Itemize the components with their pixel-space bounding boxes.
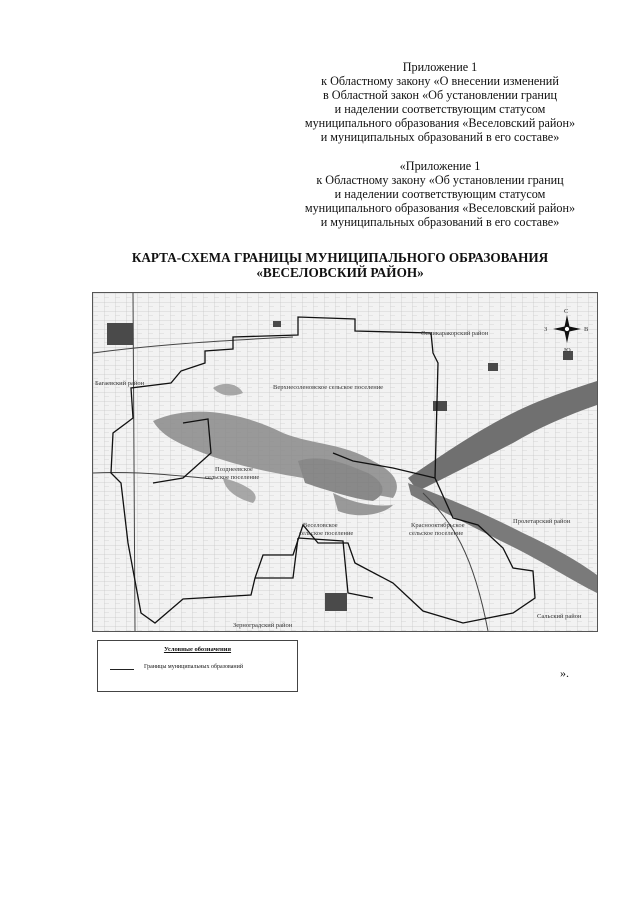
compass-east: В: [584, 326, 589, 333]
label-pozdneevskoe-2: сельское поселение: [205, 474, 260, 481]
appendix-1-line-2: в Областной закон «Об установлении границ: [322, 88, 557, 102]
appendix-1-block: [270, 60, 610, 144]
appendix-2-line-4: и муниципальных образований в его составе»: [320, 215, 560, 229]
label-veselovskoe-1: Веселовское: [303, 522, 338, 529]
label-zernogradsky: Зерноградский район: [233, 622, 293, 629]
map-legend: [97, 640, 298, 692]
label-krasnooktyabrskoe-2: сельское поселение: [409, 530, 464, 537]
map-title-line-1: КАРТА-СХЕМА ГРАНИЦЫ МУНИЦИПАЛЬНОГО ОБРАЗОВАНИЯ: [131, 250, 549, 265]
compass-south: Ю: [564, 347, 571, 354]
label-krasnooktyabrskoe-1: Краснооктябрьское: [411, 522, 465, 529]
label-salsky: Сальский район: [537, 613, 582, 620]
label-verkhnesolenovskoe: Верхнесоленовское сельское поселение: [273, 384, 384, 391]
appendix-1-line-1: к Областному закону «О внесении изменений: [321, 74, 559, 88]
map-title-line-2: «ВЕСЕЛОВСКИЙ РАЙОН»: [256, 265, 424, 280]
label-bagaevsky: Багаевский район: [95, 380, 145, 387]
map-title: [40, 250, 640, 280]
appendix-1-heading: Приложение 1: [402, 60, 478, 74]
boundary-line-icon: [110, 669, 134, 670]
appendix-2-heading: «Приложение 1: [399, 159, 481, 173]
appendix-2-line-1: к Областному закону «Об установлении границ: [316, 173, 564, 187]
district-map: [92, 292, 598, 632]
label-veselovskoe-2: сельское поселение: [299, 530, 354, 537]
compass-west: З: [544, 326, 548, 333]
compass-north: С: [564, 308, 569, 315]
closing-quote: ».: [560, 666, 569, 680]
appendix-2-line-3: муниципального образования «Веселовский район»: [304, 201, 576, 215]
legend-title: Условные обозначения: [163, 646, 232, 653]
appendix-1-line-3: и наделении соответствующим статусом: [334, 102, 546, 116]
label-proletarsky: Пролетарский район: [513, 518, 571, 525]
appendix-2-line-2: и наделении соответствующим статусом: [334, 187, 546, 201]
appendix-2-block: [270, 159, 610, 229]
appendix-1-line-4: муниципального образования «Веселовский район»: [304, 116, 576, 130]
label-semikarakorsky: Семикаракорский район: [421, 330, 489, 337]
appendix-1-line-5: и муниципальных образований в его составе»: [320, 130, 560, 144]
map-canvas: [93, 293, 597, 631]
label-pozdneevskoe-1: Позднеевское: [215, 466, 253, 473]
legend-item-boundaries: Границы муниципальных образований: [144, 664, 244, 670]
